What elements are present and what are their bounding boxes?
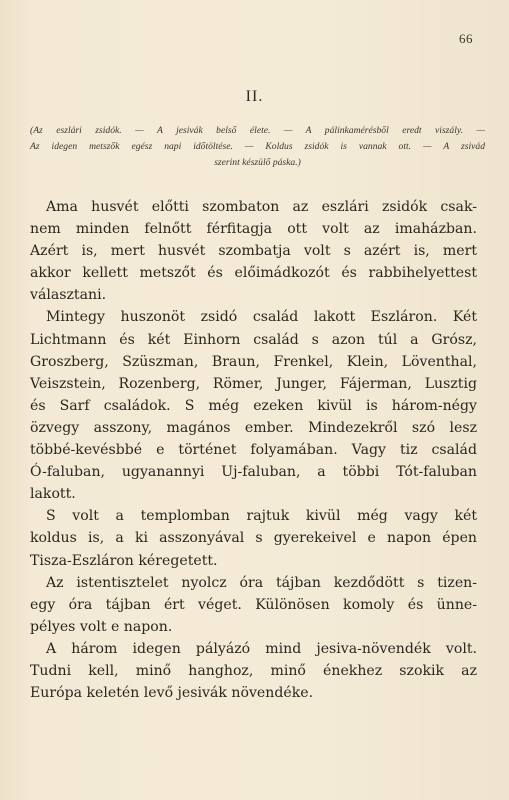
summary-line: szerint készülő páska.) (214, 157, 301, 168)
text-line: S volt a templomban rajtuk kivül még vagy két (46, 508, 477, 525)
text-line: Groszberg, Szüszman, Braun, Frenkel, Klein, Löventhal, (30, 353, 477, 370)
summary-line: (Az eszlári zsidók. — A jesivák belső élete. — A pálinkamérésből eredt viszály. — (30, 125, 485, 136)
text-line: pélyes volt e napon. (30, 618, 173, 635)
text-line: Tudni kell, minő hanghoz, minő énekhez szokik az (30, 662, 477, 679)
chapter-summary (30, 123, 485, 171)
text-line: Tisza-Eszláron kéregetett. (30, 552, 218, 569)
text-line: és Sarf családok. S még ezeken kivül is három-négy (30, 397, 477, 414)
chapter-heading: II. (245, 88, 264, 105)
text-line: nem minden felnőtt férfitagja ott volt az imaházban. (30, 221, 477, 238)
text-line: koldus is, a ki asszonyával s gyerekeivel e napon épen (30, 530, 477, 547)
page-number: 66 (459, 31, 473, 46)
text-line: A három idegen pályázó mind jesiva-növendék volt. (46, 640, 477, 657)
text-line: lakott. (30, 486, 76, 503)
text-line: Ó-faluban, ugyanannyi Uj-faluban, a többi Tót-faluban (30, 464, 477, 481)
body-text (30, 196, 477, 704)
text-line: Azért is, mert husvét szombatja volt s azért is, mert (30, 243, 477, 260)
text-line: Európa keletén levő jesivák növendéke. (30, 685, 314, 702)
text-line: választani. (30, 287, 107, 304)
text-line: Veiszstein, Rozenberg, Römer, Junger, Fájerman, Lusztig (30, 375, 477, 392)
text-line: Lichtmann és két Einhorn család s azon túl a Grósz, (30, 331, 477, 348)
text-line: Az istentisztelet nyolcz óra tájban kezdődött s tizen- (46, 574, 477, 591)
summary-line: Az idegen metszők egész napi időtöltése. — Koldus zsidók is vannak ott. — A zsivád (30, 141, 485, 152)
text-line: özvegy asszony, magános ember. Mindezekről szó lesz (30, 419, 477, 436)
text-line: Mintegy huszonöt zsidó család lakott Eszláron. Két (46, 309, 477, 326)
text-line: egy óra tájban ért véget. Különösen komoly és ünne- (30, 596, 477, 613)
text-line: többé-kevésbbé e történet folyamában. Vagy tiz család (30, 442, 477, 459)
text-line: akkor kellett metszőt és előimádkozót és rabbihelyettest (30, 265, 477, 282)
text-line: Ama husvét előtti szombaton az eszlári zsidók csak- (46, 199, 477, 215)
